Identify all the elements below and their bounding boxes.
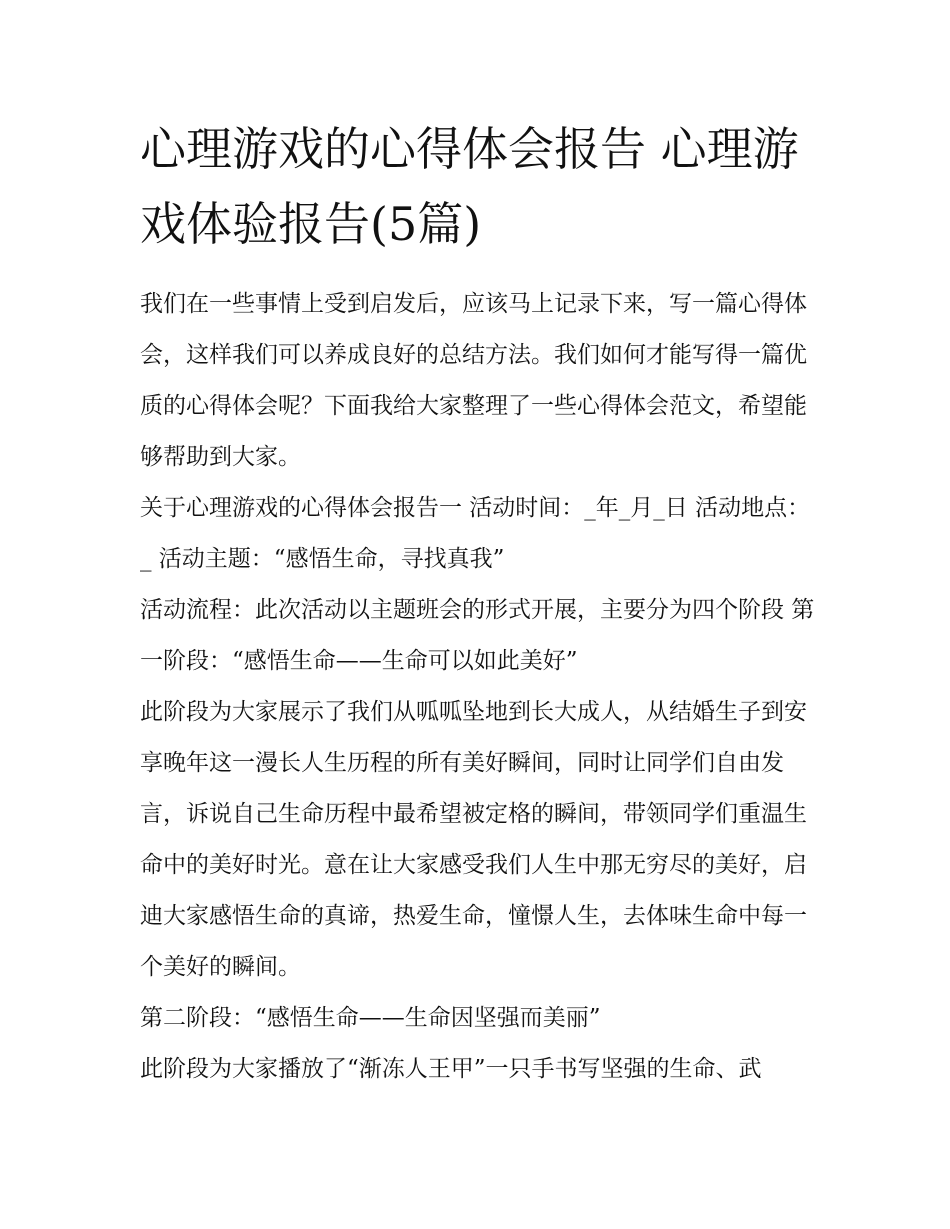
paragraph-intro: 我们在一些事情上受到启发后，应该马上记录下来，写一篇心得体会，这样我们可以养成良好的总结方法。我们如何才能写得一篇优质的心得体会呢？下面我给大家整理了一些心得体会范文，希望能够帮助到大家。 (140, 291, 807, 470)
paragraph-activity-info: 关于心理游戏的心得体会报告一 活动时间：_年_月_日 活动地点：_ 活动主题：“感悟生命，寻找真我” (140, 495, 811, 572)
paragraph-stage-one: 此阶段为大家展示了我们从呱呱坠地到长大成人，从结婚生子到安享晚年这一漫长人生历程的所有美好瞬间，同时让同学们自由发言，诉说自己生命历程中最希望被定格的瞬间，带领同学们重温生命中的美好时光。意在让大家感受我们人生中那无穷尽的美好，启迪大家感悟生命的真谛，热爱生命，憧憬人生，去体味生命中每一个美好的瞬间。 (140, 699, 807, 980)
paragraph-stage-two: 此阶段为大家播放了“渐冻人王甲”一只手书写坚强的生命、武 (140, 1056, 762, 1082)
document-title: 心理游戏的心得体会报告 心理游戏体验报告(5篇) (140, 122, 799, 251)
document-body (140, 279, 820, 1095)
paragraph-activity-process: 活动流程：此次活动以主题班会的形式开展，主要分为四个阶段 第一阶段：“感悟生命——生命可以如此美好” (140, 597, 815, 674)
paragraph-stage-two-heading: 第二阶段：“感悟生命——生命因坚强而美丽” (140, 1005, 601, 1031)
